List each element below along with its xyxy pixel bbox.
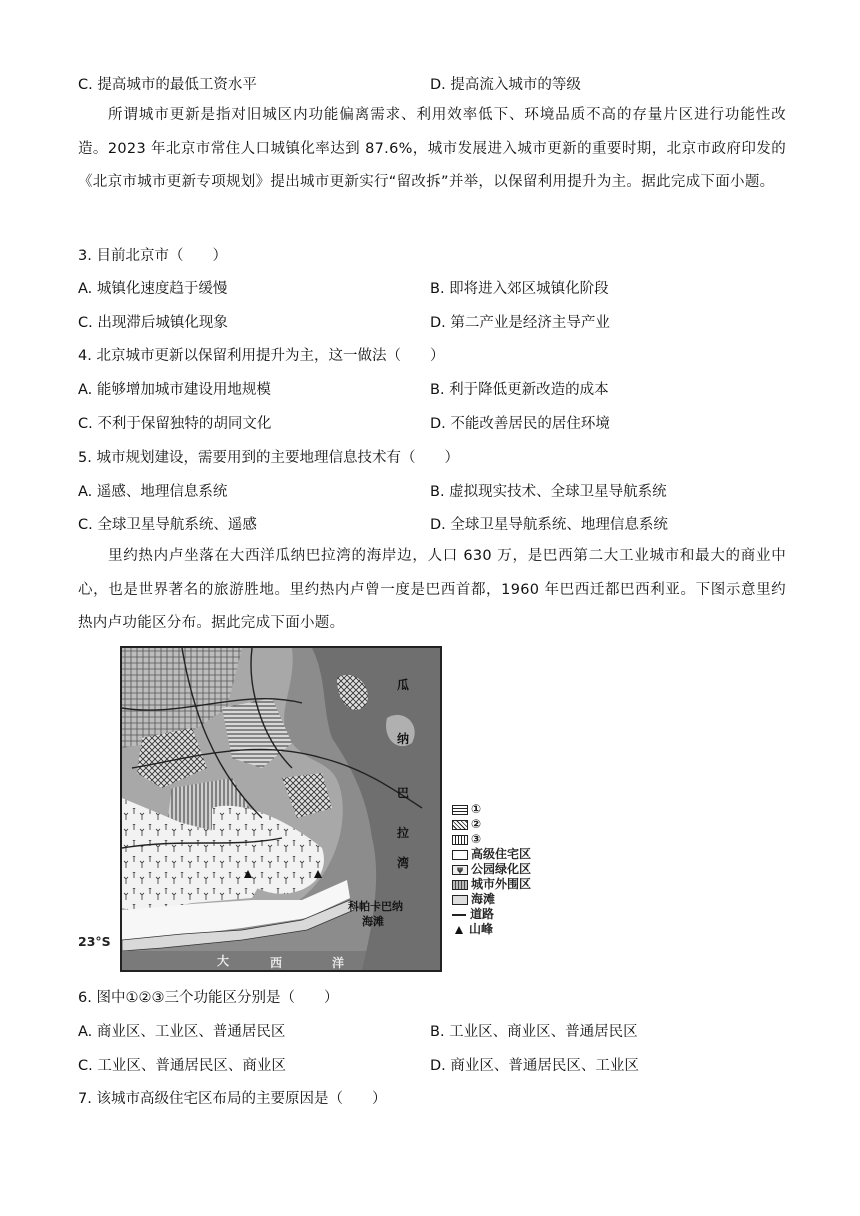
question-5-option-b: B. 虚拟现实技术、全球卫星导航系统 (430, 484, 667, 500)
legend-item-2: ② (452, 817, 531, 832)
bay-char-5: 湾 (397, 856, 410, 870)
beach-label-line1: 科帕卡巴纳 (348, 900, 403, 913)
question-7-stem: 7. 该城市高级住宅区布局的主要原因是（ ） (78, 1091, 387, 1107)
legend-item-3: ③ (452, 832, 531, 847)
ocean-char-3: 洋 (332, 956, 345, 970)
question-3-option-d: D. 第二产业是经济主导产业 (430, 315, 610, 331)
question-3-option-a: A. 城镇化速度趋于缓慢 (78, 281, 228, 297)
legend-item-high-residential: 高级住宅区 (452, 847, 531, 862)
beach-label-line2: 海滩 (362, 915, 384, 928)
question-3-stem: 3. 目前北京市（ ） (78, 248, 227, 264)
question-4-option-c: C. 不利于保留独特的胡同文化 (78, 416, 272, 432)
question-5-option-d: D. 全球卫星导航系统、地理信息系统 (430, 517, 668, 533)
question-6-option-b: B. 工业区、商业区、普通居民区 (430, 1024, 638, 1040)
ocean-char-1: 大 (217, 954, 230, 968)
passage-urban-renewal: 所谓城市更新是指对旧城区内功能偏离需求、利用效率低下、环境品质不高的存量片区进行功能性改造。2023 年北京市常住人口城镇化率达到 87.6%，城市发展进入城市更新的重要时期，北京市政府印发的《北京市城市更新专项规划》提出城市更新实行“留改拆”并举，以保留利用提升为主。据此完成下面小题。 (78, 107, 786, 190)
bay-char-4: 拉 (397, 826, 410, 840)
question-4-option-b: B. 利于降低更新改造的成本 (430, 382, 609, 398)
map-drawing (122, 648, 440, 970)
legend-item-park: ψ 公园绿化区 (452, 862, 531, 877)
bay-char-1: 瓜 (397, 678, 410, 692)
legend-item-beach: 海滩 (452, 892, 531, 907)
map-legend (452, 802, 531, 937)
legend-item-peak: 山峰 (452, 922, 531, 937)
question-4-option-d: D. 不能改善居民的居住环境 (430, 416, 610, 432)
legend-item-1: ① (452, 802, 531, 817)
question-5-stem: 5. 城市规划建设，需要用到的主要地理信息技术有（ ） (78, 450, 459, 466)
option-d-prev: D. 提高流入城市的等级 (430, 77, 581, 93)
question-3-option-b: B. 即将进入郊区城镇化阶段 (430, 281, 609, 297)
question-6-option-d: D. 商业区、普通居民区、工业区 (430, 1058, 639, 1074)
question-4-stem: 4. 北京城市更新以保留利用提升为主，这一做法（ ） (78, 348, 445, 364)
peak-icon (455, 926, 463, 934)
question-6-option-c: C. 工业区、普通居民区、商业区 (78, 1058, 286, 1074)
question-6-option-a: A. 商业区、工业区、普通居民区 (78, 1024, 286, 1040)
rio-function-zone-map (120, 646, 442, 972)
passage-rio: 里约热内卢坐落在大西洋瓜纳巴拉湾的海岸边，人口 630 万，是巴西第二大工业城市和最大的商业中心，也是世界著名的旅游胜地。里约热内卢曾一度是巴西首都，1960 年巴西迁都巴西利亚。下图示意里约热内卢功能区分布。据此完成下面小题。 (78, 548, 786, 631)
ocean-char-2: 西 (270, 956, 283, 970)
legend-item-road: 道路 (452, 907, 531, 922)
option-c-prev: C. 提高城市的最低工资水平 (78, 77, 257, 93)
legend-item-outer: 城市外围区 (452, 877, 531, 892)
question-5-option-c: C. 全球卫星导航系统、遥感 (78, 517, 257, 533)
question-6-stem: 6. 图中①②③三个功能区分别是（ ） (78, 990, 339, 1006)
question-4-option-a: A. 能够增加城市建设用地规模 (78, 382, 271, 398)
bay-char-3: 巴 (397, 786, 410, 800)
question-5-option-a: A. 遥感、地理信息系统 (78, 484, 228, 500)
map-lat-label: 23°S (78, 934, 111, 949)
question-3-option-c: C. 出现滞后城镇化现象 (78, 315, 228, 331)
bay-char-2: 纳 (397, 732, 410, 746)
